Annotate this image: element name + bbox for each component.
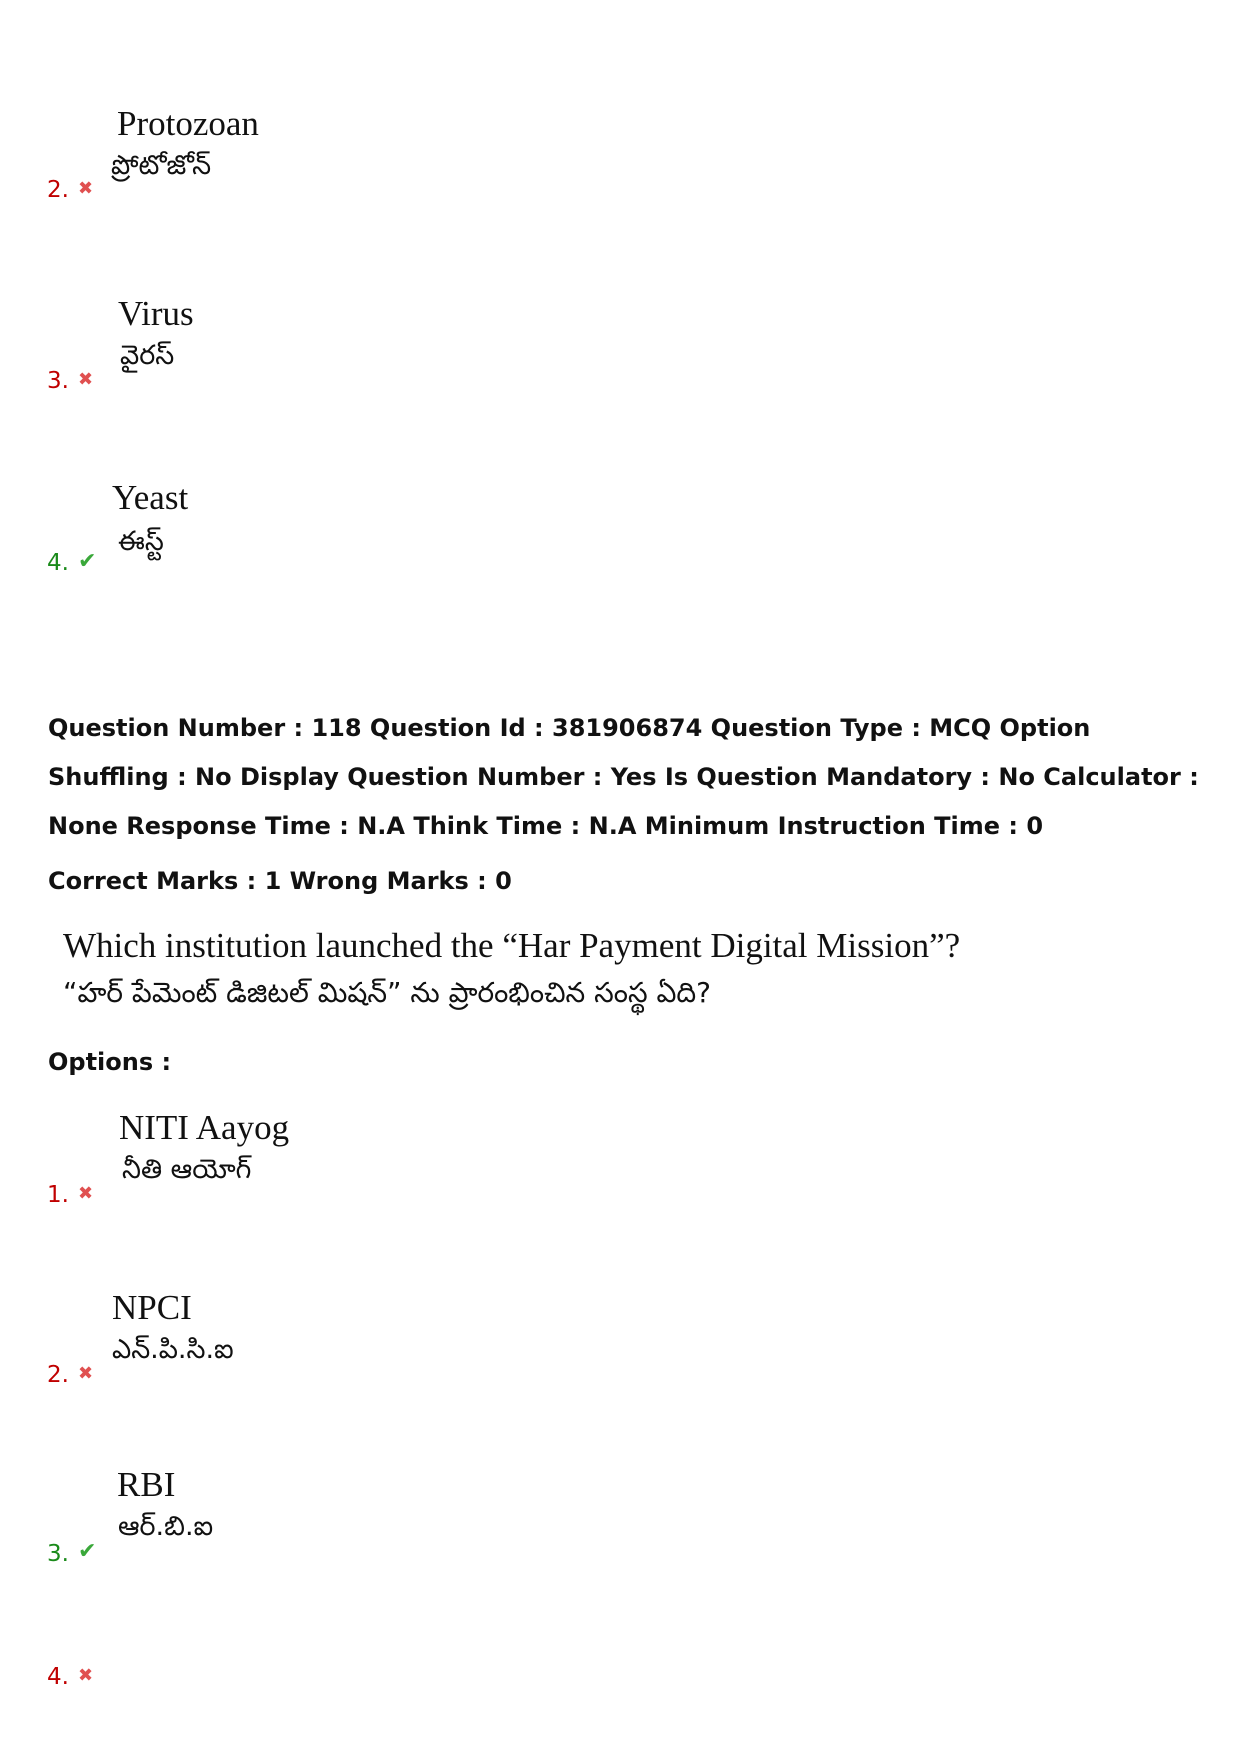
option-english-text: NITI Aayog: [119, 1108, 290, 1147]
option-number: 2.: [47, 1362, 69, 1388]
option-telugu-text: ఆర్.బి.ఐ: [118, 1511, 214, 1542]
option-number: 4.: [47, 1664, 69, 1690]
option-telugu-text: ఎన్.పి.సి.ఐ: [112, 1334, 234, 1365]
cross-icon: ✖: [78, 369, 94, 390]
check-icon: ✔: [78, 1539, 97, 1564]
cross-icon: ✖: [78, 178, 94, 199]
option-number: 2.: [47, 177, 69, 203]
cross-icon: ✖: [78, 1665, 94, 1686]
cross-icon: ✖: [78, 1363, 94, 1384]
check-icon: ✔: [78, 549, 97, 574]
option-english-text: Protozoan: [117, 104, 259, 143]
option-english-text: Virus: [118, 294, 194, 333]
option-telugu-text: ప్రోటోజోన్: [111, 150, 212, 181]
option-number: 1.: [47, 1182, 69, 1208]
option-telugu-text: వైరస్: [120, 340, 175, 371]
option-english-text: RBI: [117, 1465, 176, 1504]
option-telugu-text: ఈస్ట్: [118, 526, 164, 557]
question-meta: Question Number : 118 Question Id : 381906874 Question Type : MCQ Option Shuffling : No Display Question Number : Yes Is Question Mandatory : No Calculator : None Response Time : N.A Think Time : N.A Minimum Instruction Time : 0: [48, 714, 1199, 840]
option-english-text: NPCI: [112, 1288, 192, 1327]
question-text-telugu: “హర్ పేమెంట్ డిజిటల్ మిషన్” ను ప్రారంభించిన సంస్థ ఏది?: [63, 976, 712, 1009]
cross-icon: ✖: [78, 1183, 94, 1204]
marks-info: Correct Marks : 1 Wrong Marks : 0: [48, 867, 512, 895]
options-label: Options :: [48, 1048, 172, 1076]
option-number: 3.: [47, 368, 69, 394]
option-number: 3.: [47, 1541, 69, 1567]
question-text-english: Which institution launched the “Har Payment Digital Mission”?: [63, 926, 961, 965]
option-english-text: Yeast: [112, 478, 189, 517]
option-number: 4.: [47, 550, 69, 576]
option-telugu-text: నీతి ఆయోగ్: [122, 1154, 252, 1185]
